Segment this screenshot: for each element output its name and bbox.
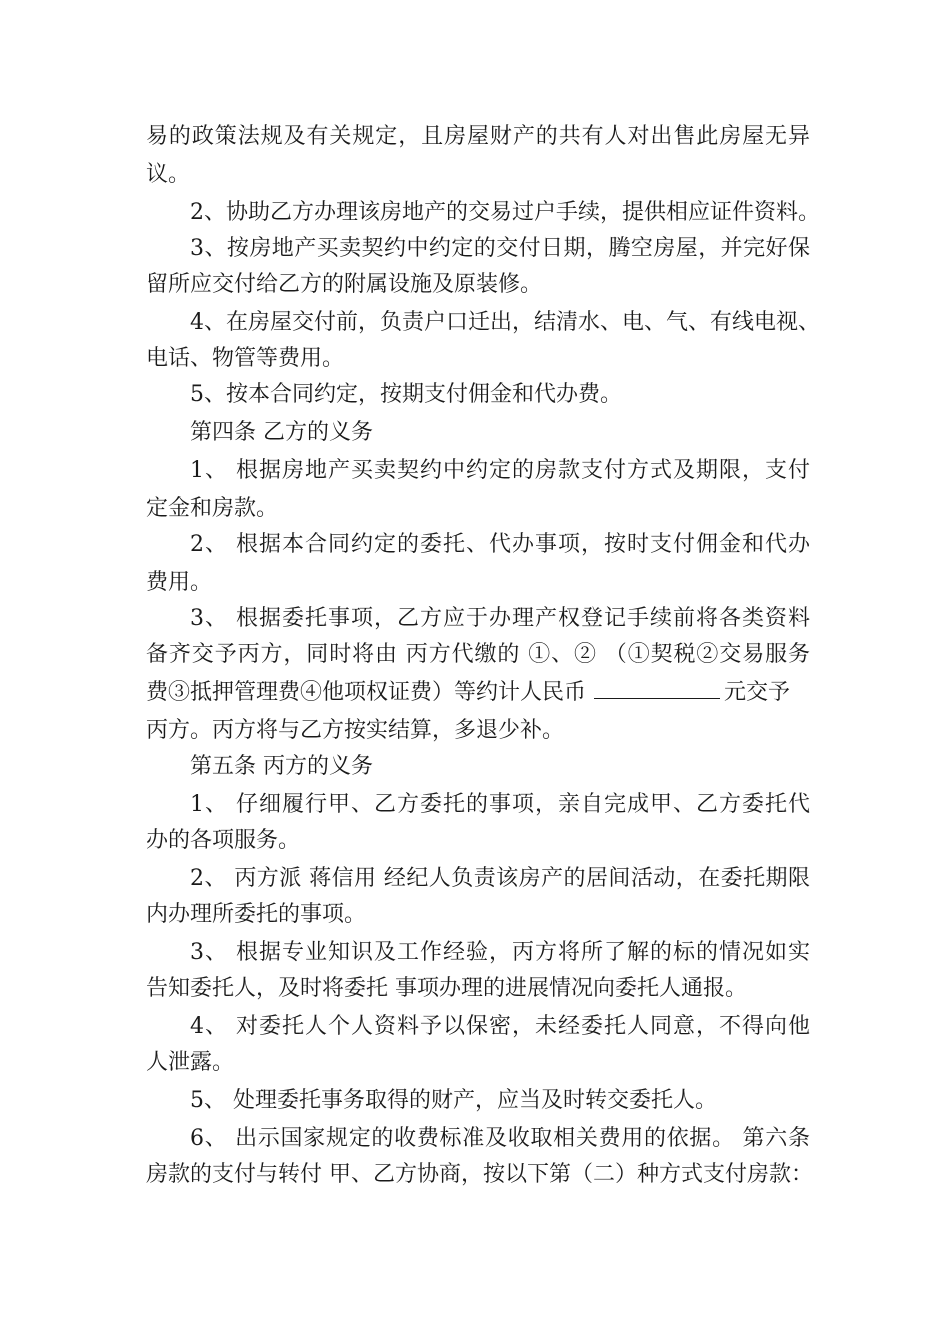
section-heading: 第五条 丙方的义务 xyxy=(190,754,373,779)
text-line: 内办理所委托的事项。 xyxy=(146,902,367,927)
text-line: 5、 处理委托事务取得的财产，应当及时转交委托人。 xyxy=(190,1088,717,1113)
text-line: 办的各项服务。 xyxy=(146,828,301,853)
text-line: 3、按房地产买卖契约中约定的交付日期，腾空房屋，并完好保 xyxy=(190,236,810,261)
text-line-with-blank xyxy=(146,678,790,708)
amount-blank xyxy=(594,678,720,699)
text-line: 2、协助乙方办理该房地产的交易过户手续，提供相应证件资料。 xyxy=(190,200,820,225)
text-line: 1、 仔细履行甲、乙方委托的事项，亲自完成甲、乙方委托代 xyxy=(190,792,810,817)
text-line: 议。 xyxy=(146,162,191,187)
text-line: 备齐交予丙方，同时将由 丙方代缴的 ①、② （①契税②交易服务 xyxy=(146,642,810,667)
text-line: 电话、物管等费用。 xyxy=(146,346,345,371)
text-line: 3、 根据专业知识及工作经验，丙方将所了解的标的情况如实 xyxy=(190,940,810,965)
section-heading: 第四条 乙方的义务 xyxy=(190,420,373,445)
text-line: 告知委托人，及时将委托 事项办理的进展情况向委托人通报。 xyxy=(146,976,747,1001)
text-line: 费用。 xyxy=(146,570,213,595)
text-segment: 元交予 xyxy=(724,680,791,705)
text-line: 丙方。丙方将与乙方按实结算，多退少补。 xyxy=(146,718,565,743)
text-line: 4、在房屋交付前，负责户口迁出，结清水、电、气、有线电视、 xyxy=(190,310,820,335)
text-segment: 费③抵押管理费④他项权证费）等约计人民币 xyxy=(146,680,587,705)
text-line: 定金和房款。 xyxy=(146,496,279,521)
text-line: 留所应交付给乙方的附属设施及原装修。 xyxy=(146,272,543,297)
text-line: 4、 对委托人个人资料予以保密，未经委托人同意，不得向他 xyxy=(190,1014,810,1039)
text-line: 2、 根据本合同约定的委托、代办事项，按时支付佣金和代办 xyxy=(190,532,810,557)
text-line: 6、 出示国家规定的收费标准及收取相关费用的依据。 第六条 xyxy=(190,1126,810,1151)
text-line: 房款的支付与转付 甲、乙方协商，按以下第（二）种方式支付房款： xyxy=(146,1162,813,1187)
text-line: 5、按本合同约定，按期支付佣金和代办费。 xyxy=(190,382,622,407)
text-line: 易的政策法规及有关规定，且房屋财产的共有人对出售此房屋无异 xyxy=(146,124,810,149)
text-line: 1、 根据房地产买卖契约中约定的房款支付方式及期限，支付 xyxy=(190,458,810,483)
text-line: 3、 根据委托事项，乙方应于办理产权登记手续前将各类资料 xyxy=(190,606,810,631)
text-line: 2、 丙方派 蒋信用 经纪人负责该房产的居间活动，在委托期限 xyxy=(190,866,810,891)
text-line: 人泄露。 xyxy=(146,1050,235,1075)
